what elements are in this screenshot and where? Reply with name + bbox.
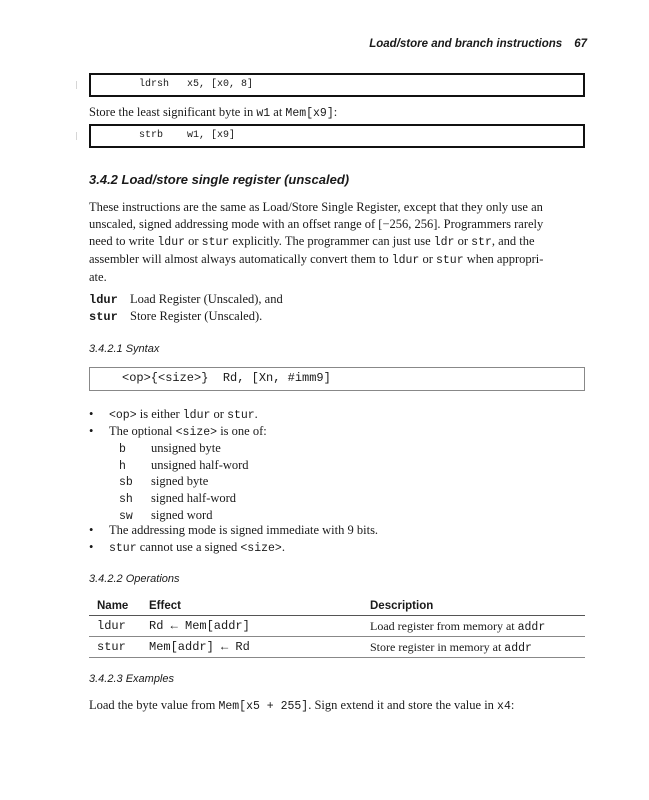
definition-stur bbox=[89, 309, 262, 324]
page-number: 67 bbox=[574, 38, 587, 50]
op-effect: Mem[addr] ← Rd bbox=[141, 637, 362, 658]
intro-paragraph bbox=[89, 199, 561, 286]
intro-line: ate. bbox=[89, 270, 107, 284]
bullet-dot: • bbox=[89, 540, 94, 554]
margin-mark: | bbox=[76, 80, 78, 89]
bullet-dot: • bbox=[89, 424, 94, 438]
operations-table bbox=[89, 598, 585, 658]
size-option: sh signed half-word bbox=[119, 491, 237, 506]
intro-line: assembler will almost always automatically convert them to ldur or stur when appropri- bbox=[89, 252, 544, 267]
syntax-heading: 3.4.2.1 Syntax bbox=[89, 343, 160, 355]
examples-paragraph: Load the byte value from Mem[x5 + 255]. Sign extend it and store the value in x4: bbox=[89, 698, 515, 713]
code-box-strb bbox=[89, 124, 585, 148]
table-row bbox=[89, 637, 585, 658]
intro-line: unscaled, signed addressing mode with an offset range of [−256, 256]. Programmers rarely bbox=[89, 217, 544, 231]
syntax-box bbox=[89, 367, 585, 391]
store-byte-intro bbox=[89, 104, 561, 122]
table-row bbox=[89, 616, 585, 637]
size-option: sw signed word bbox=[119, 508, 213, 523]
text: Store the least significant byte in bbox=[89, 105, 257, 119]
bullet-dot: • bbox=[89, 407, 94, 421]
op-effect: Rd ← Mem[addr] bbox=[141, 616, 362, 637]
code-strb: strb w1, [x9] bbox=[139, 130, 236, 141]
mem-x9: Mem[x9] bbox=[285, 107, 334, 120]
text: : bbox=[333, 105, 338, 119]
bullet-op: • <op> is either ldur or stur. bbox=[89, 407, 258, 422]
intro-line: These instructions are the same as Load/Store Single Register, except that they only use an bbox=[89, 200, 543, 214]
op-description: Store register in memory at addr bbox=[362, 637, 585, 658]
definition-ldur bbox=[89, 292, 283, 307]
bullet-dot: • bbox=[89, 523, 94, 537]
syntax-code: <op>{<size>} Rd, [Xn, #imm9] bbox=[122, 371, 331, 385]
bullet-stur: • stur cannot use a signed <size>. bbox=[89, 540, 285, 555]
operations-heading: 3.4.2.2 Operations bbox=[89, 573, 180, 585]
reg-w1: w1 bbox=[256, 107, 271, 120]
table-header-row bbox=[89, 598, 585, 616]
column-header: Effect bbox=[141, 598, 362, 616]
column-header: Name bbox=[89, 598, 141, 616]
section-heading: 3.4.2 Load/store single register (unscaled) bbox=[89, 172, 350, 187]
text: at bbox=[270, 105, 286, 119]
size-option: h unsigned half-word bbox=[119, 458, 249, 473]
intro-line: need to write ldur or stur explicitly. The programmer can just use ldr or str, and the bbox=[89, 234, 535, 249]
op-description: Load register from memory at addr bbox=[362, 616, 585, 637]
code-box-ldrsh bbox=[89, 73, 585, 97]
bullet-size: • The optional <size> is one of: bbox=[89, 424, 267, 439]
op-name: stur bbox=[89, 637, 141, 658]
margin-mark: | bbox=[76, 131, 78, 140]
definition-term: stur bbox=[89, 310, 118, 324]
size-option: sb signed byte bbox=[119, 474, 209, 489]
running-header bbox=[369, 38, 587, 50]
definition-desc: Store Register (Unscaled). bbox=[130, 309, 263, 323]
op-name: ldur bbox=[89, 616, 141, 637]
running-title: Load/store and branch instructions bbox=[369, 38, 563, 50]
definition-desc: Load Register (Unscaled), and bbox=[130, 292, 283, 306]
column-header: Description bbox=[362, 598, 585, 616]
size-option: b unsigned byte bbox=[119, 441, 221, 456]
bullet-addressing: • The addressing mode is signed immediate with 9 bits. bbox=[89, 523, 379, 537]
examples-heading: 3.4.2.3 Examples bbox=[89, 673, 174, 685]
definition-term: ldur bbox=[89, 293, 118, 307]
code-ldrsh: ldrsh x5, [x0, 8] bbox=[139, 79, 254, 90]
